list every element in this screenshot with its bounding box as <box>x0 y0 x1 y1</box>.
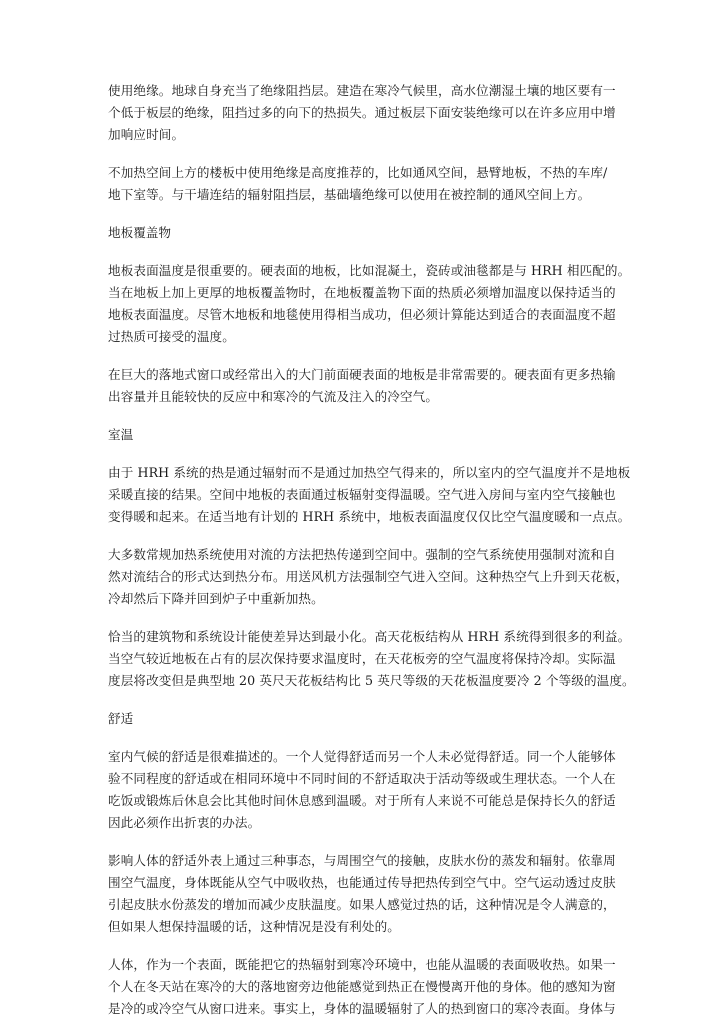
document-page <box>108 80 634 1036</box>
paragraph <box>108 626 634 692</box>
paragraph <box>108 364 634 408</box>
paragraph-line: 地板表面温度是很重要的。硬表面的地板，比如混凝土，瓷砖或油毯都是与 HRH 相匹配的。 <box>108 263 631 278</box>
paragraph-line: 由于 HRH 系统的热是通过辐射而不是通过加热空气得来的，所以室内的空气温度并不是地板 <box>108 465 631 480</box>
paragraph-line: 然对流结合的形式达到热分布。用送风机方法强制空气进入空间。这种热空气上升到天花板， <box>108 569 629 584</box>
section-heading <box>108 708 634 730</box>
paragraph <box>108 462 634 528</box>
paragraph-line: 围空气温度，身体既能从空气中吸收热，也能通过传导把热传到空气中。空气运动透过皮肤 <box>108 875 616 890</box>
paragraph-line: 个低于板层的绝缘，阻挡过多的向下的热损失。通过板层下面安装绝缘可以在许多应用中增 <box>108 105 616 120</box>
paragraph-line: 当空气较近地板在占有的层次保持要求温度时，在天花板旁的空气温度将保持冷却。实际温 <box>108 651 616 666</box>
paragraph-line: 恰当的建筑物和系统设计能使差异达到最小化。高天花板结构从 HRH 系统得到很多的利益。 <box>108 629 631 644</box>
paragraph-line: 使用绝缘。地球自身充当了绝缘阻挡层。建造在寒冷气候里，高水位潮湿土壤的地区要有一 <box>108 83 616 98</box>
paragraph-line: 室内气候的舒适是很难描述的。一个人觉得舒适而另一个人未必觉得舒适。同一个人能够体 <box>108 749 616 764</box>
paragraph-line: 出容量并且能较快的反应中和寒冷的气流及注入的冷空气。 <box>108 389 439 404</box>
paragraph <box>108 850 634 938</box>
paragraph-line: 大多数常规加热系统使用对流的方法把热传递到空间中。强制的空气系统使用强制对流和自 <box>108 547 616 562</box>
paragraph-line: 当在地板上加上更厚的地板覆盖物时，在地板覆盖物下面的热质必须增加温度以保持适当的 <box>108 285 616 300</box>
paragraph-line: 验不同程度的舒适或在相同环境中不同时间的不舒适取决于活动等级或生理状态。一个人在 <box>108 771 616 786</box>
paragraph-line: 加响应时间。 <box>108 127 185 142</box>
section-heading <box>108 424 634 446</box>
paragraph-line: 不加热空间上方的楼板中使用绝缘是高度推荐的，比如通风空间，悬臂地板，不热的车库/ <box>108 165 608 180</box>
paragraph <box>108 746 634 834</box>
paragraph <box>108 544 634 610</box>
section-heading <box>108 222 634 244</box>
paragraph <box>108 260 634 348</box>
paragraph <box>108 80 634 146</box>
paragraph-line: 影响人体的舒适外表上通过三种事态，与周围空气的接触，皮肤水份的蒸发和辐射。依靠周 <box>108 853 616 868</box>
paragraph-line: 地下室等。与干墙连结的辐射阻挡层，基础墙绝缘可以使用在被控制的通风空间上方。 <box>108 187 591 202</box>
paragraph-line: 过热质可接受的温度。 <box>108 329 235 344</box>
paragraph-line: 但如果人想保持温暖的话，这种情况是没有利处的。 <box>108 919 400 934</box>
paragraph-line: 个人在冬天站在寒冷的大的落地窗旁边他能感觉到热正在慢慢离开他的身体。他的感知为窗 <box>108 979 616 994</box>
paragraph-line: 采暖直接的结果。空间中地板的表面通过板辐射变得温暖。空气进入房间与室内空气接触也 <box>108 487 616 502</box>
paragraph-line: 度层将改变但是典型地 20 英尺天花板结构比 5 英尺等级的天花板温度要冷 2 个等级的温度。 <box>108 673 635 688</box>
paragraph-line: 冷却然后下降并回到炉子中重新加热。 <box>108 591 324 606</box>
heading-text: 舒适 <box>108 711 134 726</box>
paragraph-line: 因此必须作出折衷的办法。 <box>108 815 261 830</box>
paragraph-line: 引起皮肤水份蒸发的增加而减少皮肤温度。如果人感觉过热的话，这种情况是令人满意的， <box>108 897 616 912</box>
paragraph-line: 是冷的或冷空气从窗口进来。事实上，身体的温暖辐射了人的热到窗口的寒冷表面。身体与 <box>108 1001 616 1016</box>
paragraph-line: 人体，作为一个表面，既能把它的热辐射到寒冷环境中，也能从温暖的表面吸收热。如果一 <box>108 957 616 972</box>
heading-text: 室温 <box>108 427 134 442</box>
paragraph-line: 吃饭或锻炼后休息会比其他时间休息感到温暖。对于所有人来说不可能总是保持长久的舒适 <box>108 793 616 808</box>
paragraph <box>108 162 634 206</box>
paragraph-line: 变得暖和起来。在适当地有计划的 HRH 系统中，地板表面温度仅仅比空气温度暖和一点点。 <box>108 509 631 524</box>
heading-text: 地板覆盖物 <box>108 225 171 240</box>
paragraph-line: 地板表面温度。尽管木地板和地毯使用得相当成功，但必须计算能达到适合的表面温度不超 <box>108 307 616 322</box>
paragraph-line: 在巨大的落地式窗口或经常出入的大门前面硬表面的地板是非常需要的。硬表面有更多热输 <box>108 367 616 382</box>
paragraph <box>108 954 634 1020</box>
